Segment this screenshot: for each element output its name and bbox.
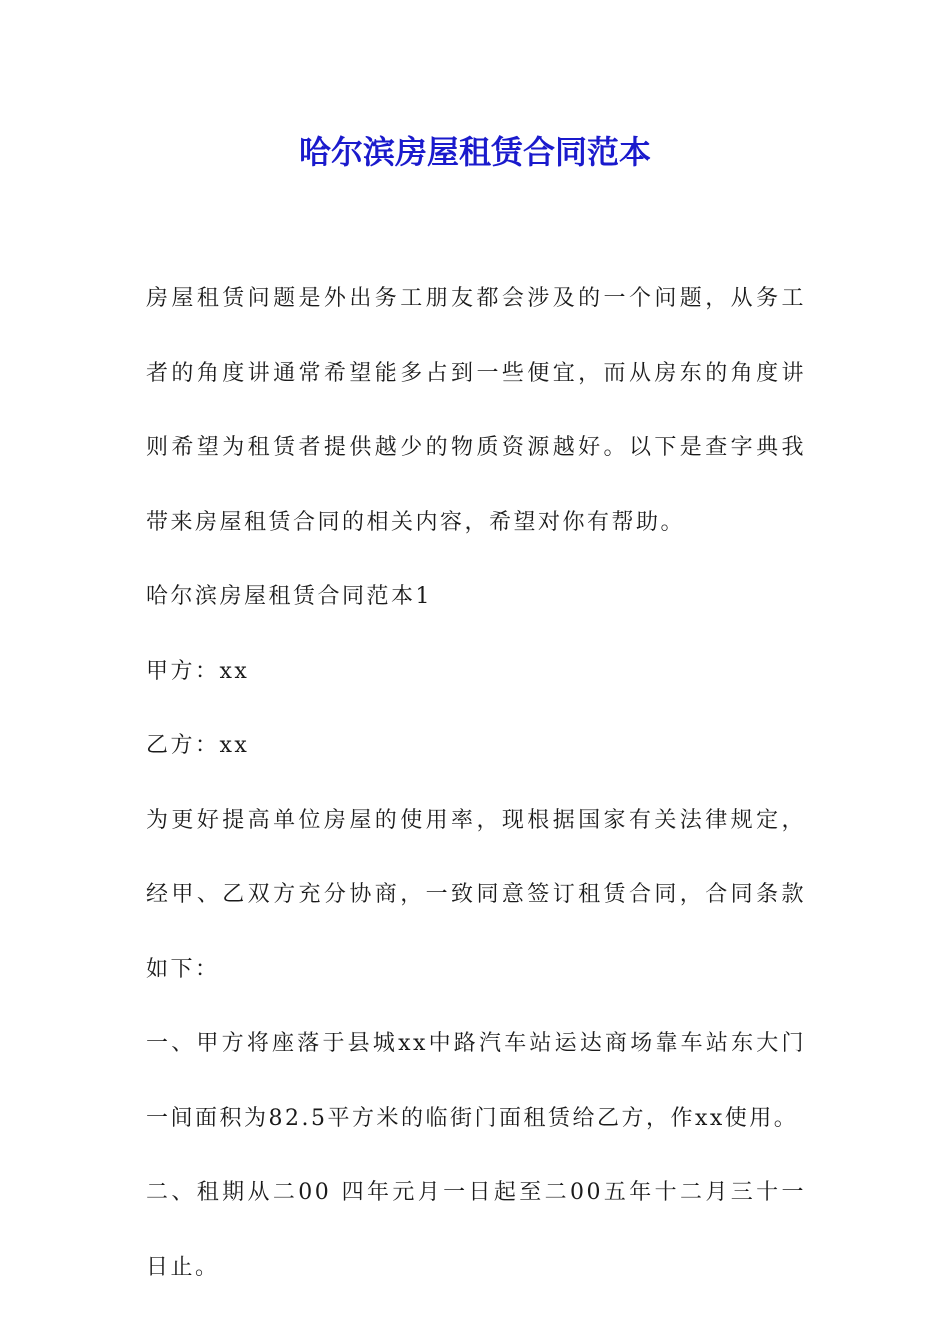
preamble-paragraph: 为更好提高单位房屋的使用率，现根据国家有关法律规定，经甲、乙双方充分协商，一致同意签订租赁合同，合同条款如下： bbox=[146, 807, 806, 982]
intro-paragraph: 房屋租赁问题是外出务工朋友都会涉及的一个问题，从务工者的角度讲通常希望能多占到一些便宜，而从房东的角度讲则希望为租赁者提供越少的物质资源越好。以下是查字典我带来房屋租赁合同的相关内容，希望对你有帮助。 bbox=[146, 286, 806, 535]
document-title: 哈尔滨房屋租赁合同范本 bbox=[298, 133, 651, 171]
clause-two-paragraph: 二、租期从二00 四年元月一日起至二00五年十二月三十一日止。 bbox=[146, 1180, 806, 1280]
clause-one-paragraph: 一、甲方将座落于县城xx中路汽车站运达商场靠车站东大门一间面积为82.5平方米的临街门面租赁给乙方，作xx使用。 bbox=[146, 1031, 806, 1131]
document-body bbox=[146, 262, 806, 1305]
section-heading: 哈尔滨房屋租赁合同范本1 bbox=[146, 584, 432, 609]
party-b-line: 乙方：xx bbox=[146, 733, 250, 758]
party-a-line: 甲方：xx bbox=[146, 658, 250, 684]
